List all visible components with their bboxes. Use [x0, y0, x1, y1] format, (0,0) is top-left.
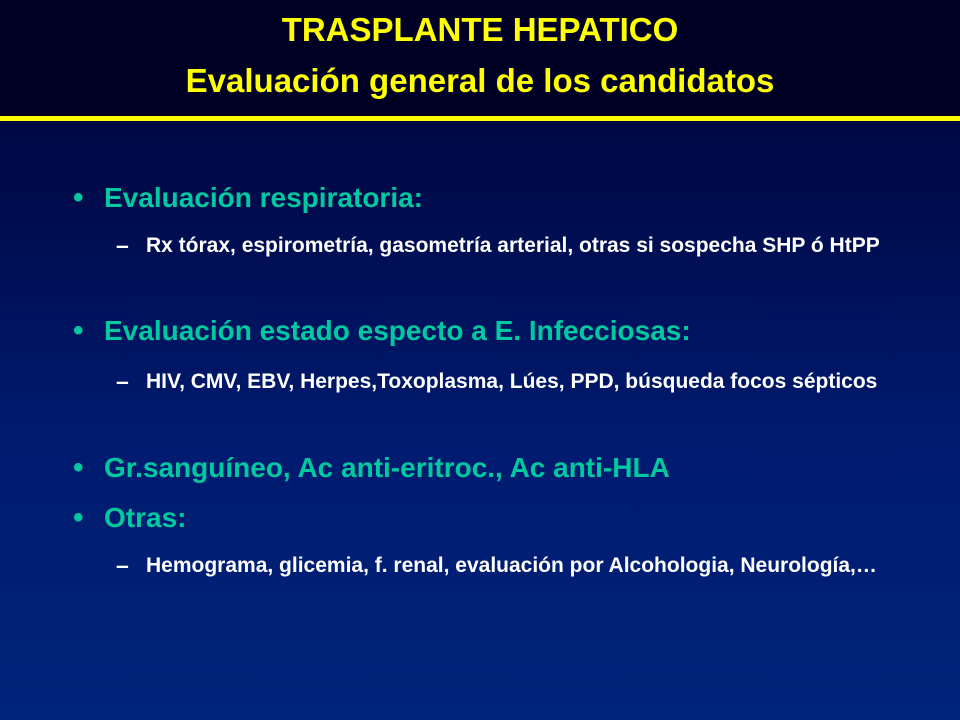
slide-title: TRASPLANTE HEPATICO — [281, 11, 679, 48]
bullet-marker: • — [73, 451, 84, 484]
sub-marker: – — [116, 232, 129, 258]
sub-text: Hemograma, glicemia, f. renal, evaluación por Alcohologia, Neurología,… — [146, 554, 877, 577]
sub-marker: – — [116, 368, 129, 394]
sub-marker: – — [116, 552, 129, 578]
bullet-text: Evaluación respiratoria: — [104, 182, 424, 213]
bullet-text: Gr.sanguíneo, Ac anti-eritroc., Ac anti-HLA — [104, 452, 670, 483]
sub-text: HIV, CMV, EBV, Herpes,Toxoplasma, Lúes, PPD, búsqueda focos sépticos — [146, 370, 878, 393]
bullet-marker: • — [73, 181, 84, 214]
bullet-marker: • — [73, 314, 84, 347]
sub-text: Rx tórax, espirometría, gasometría arterial, otras si sospecha SHP ó HtPP — [146, 234, 880, 257]
bullet-marker: • — [73, 501, 84, 534]
bullet-text: Otras: — [104, 502, 187, 533]
bullet-text: Evaluación estado especto a E. Infecciosas: — [104, 315, 691, 346]
slide-subtitle: Evaluación general de los candidatos — [185, 62, 775, 99]
